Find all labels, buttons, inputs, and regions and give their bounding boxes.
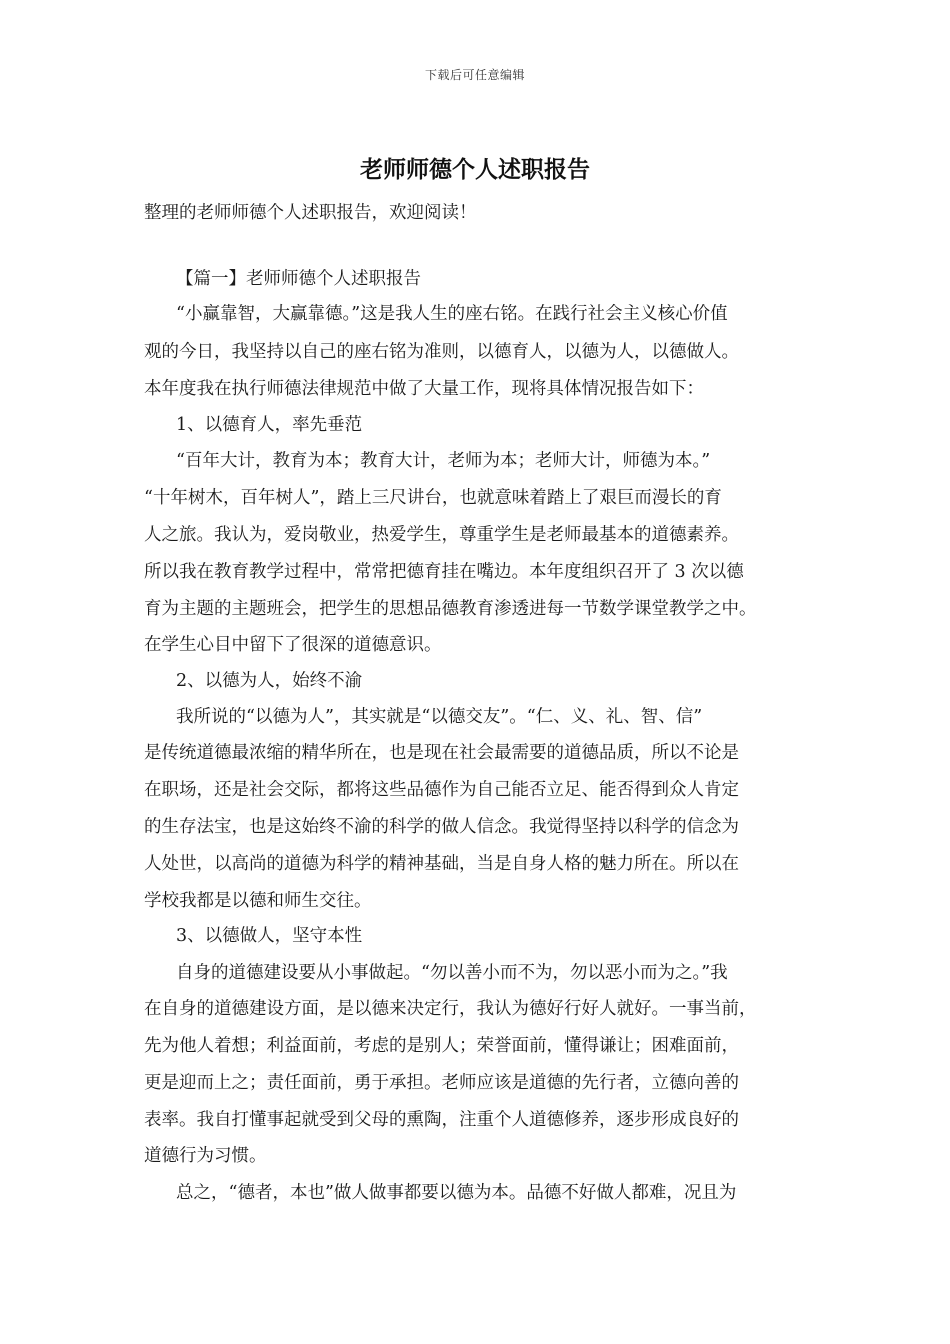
paragraph-line: 人处世，以高尚的道德为科学的精神基础，当是自身人格的魅力所在。所以在 bbox=[144, 854, 739, 874]
paragraph-line: “百年大计，教育为本；教育大计，老师为本；老师大计，师德为本。” bbox=[176, 451, 711, 471]
subsection-heading: 3、以德做人，坚守本性 bbox=[176, 926, 363, 946]
section-heading: 【篇一】老师师德个人述职报告 bbox=[176, 269, 421, 289]
paragraph-line: “小赢靠智，大赢靠德。”这是我人生的座右铭。在践行社会主义核心价值 bbox=[176, 304, 728, 324]
paragraph-line: 更是迎而上之；责任面前，勇于承担。老师应该是道德的先行者，立德向善的 bbox=[144, 1073, 739, 1093]
paragraph-line: 育为主题的主题班会，把学生的思想品德教育渗透进每一节数学课堂教学之中。 bbox=[144, 599, 757, 619]
paragraph-line: 表率。我自打懂事起就受到父母的熏陶，注重个人道德修养，逐步形成良好的 bbox=[144, 1110, 739, 1130]
paragraph-line: 在学生心目中留下了很深的道德意识。 bbox=[144, 635, 442, 655]
paragraph-line: 在自身的道德建设方面，是以德来决定行，我认为德好行好人就好。一事当前， bbox=[144, 999, 757, 1019]
paragraph-line: 在职场，还是社会交际，都将这些品德作为自己能否立足、能否得到众人肯定 bbox=[144, 780, 739, 800]
paragraph-line: 总之，“德者，本也”做人做事都要以德为本。品德不好做人都难，况且为 bbox=[176, 1183, 737, 1203]
paragraph-line: “十年树木，百年树人”，踏上三尺讲台，也就意味着踏上了艰巨而漫长的育 bbox=[144, 488, 722, 508]
subsection-heading: 1、以德育人，率先垂范 bbox=[176, 415, 363, 435]
paragraph-line: 我所说的“以德为人”，其实就是“以德交友”。“仁、义、礼、智、信” bbox=[176, 707, 703, 727]
paragraph-line: 的生存法宝，也是这始终不渝的科学的做人信念。我觉得坚持以科学的信念为 bbox=[144, 817, 739, 837]
paragraph-line: 本年度我在执行师德法律规范中做了大量工作，现将具体情况报告如下： bbox=[144, 379, 704, 399]
subsection-heading: 2、以德为人，始终不渝 bbox=[176, 671, 363, 691]
page-header-note: 下载后可任意编辑 bbox=[424, 68, 525, 82]
intro-line: 整理的老师师德个人述职报告，欢迎阅读！ bbox=[144, 203, 477, 223]
paragraph-line: 人之旅。我认为，爱岗敬业，热爱学生，尊重学生是老师最基本的道德素养。 bbox=[144, 525, 739, 545]
paragraph-line: 所以我在教育教学过程中，常常把德育挂在嘴边。本年度组织召开了 3 次以德 bbox=[144, 562, 744, 582]
paragraph-line: 道德行为习惯。 bbox=[144, 1146, 267, 1166]
document-title: 老师师德个人述职报告 bbox=[360, 156, 590, 183]
paragraph-line: 是传统道德最浓缩的精华所在，也是现在社会最需要的道德品质，所以不论是 bbox=[144, 743, 739, 763]
paragraph-line: 先为他人着想；利益面前，考虑的是别人；荣誉面前，懂得谦让；困难面前， bbox=[144, 1036, 739, 1056]
paragraph-line: 学校我都是以德和师生交往。 bbox=[144, 891, 372, 911]
paragraph-line: 自身的道德建设要从小事做起。“勿以善小而不为，勿以恶小而为之。”我 bbox=[176, 963, 728, 983]
paragraph-line: 观的今日，我坚持以自己的座右铭为准则，以德育人，以德为人，以德做人。 bbox=[144, 342, 739, 362]
